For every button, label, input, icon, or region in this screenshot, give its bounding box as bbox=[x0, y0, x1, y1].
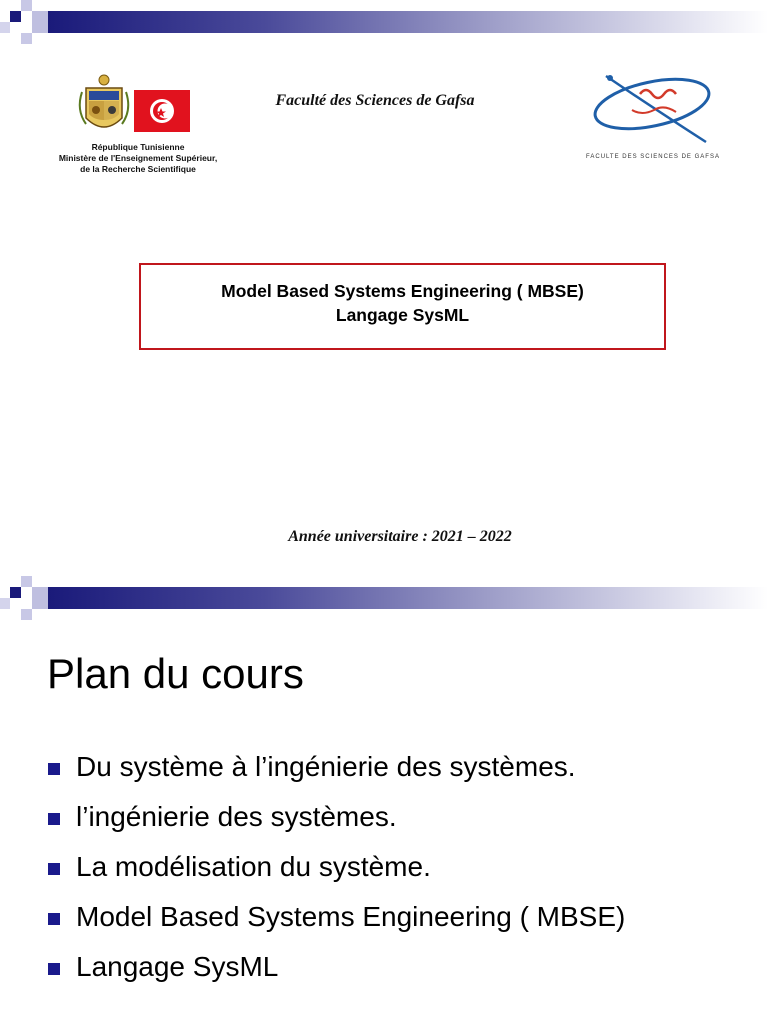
list-item-text: Model Based Systems Engineering ( MBSE) bbox=[76, 901, 626, 932]
deco-square bbox=[32, 587, 48, 609]
deco-square bbox=[32, 11, 48, 33]
ministry-caption-line: Ministère de l'Enseignement Supérieur, bbox=[58, 153, 218, 163]
list-item bbox=[46, 750, 761, 800]
academic-year: Année universitaire : 2021 – 2022 bbox=[288, 528, 512, 545]
ministry-caption bbox=[58, 142, 218, 175]
square-bullet-icon bbox=[48, 813, 60, 825]
faculty-logo-caption: FACULTE DES SCIENCES DE GAFSA bbox=[586, 154, 720, 160]
faculty-orbit-logo-icon bbox=[570, 66, 730, 156]
tunisia-coat-of-arms-icon bbox=[58, 70, 218, 142]
square-bullet-icon bbox=[48, 863, 60, 875]
deco-square bbox=[0, 598, 10, 609]
header-decoration bbox=[0, 0, 768, 48]
outline-slide bbox=[0, 576, 768, 1024]
header-decoration bbox=[0, 576, 768, 624]
tunisia-flag-icon bbox=[134, 90, 190, 132]
deco-square bbox=[21, 576, 32, 587]
list-item bbox=[46, 900, 761, 950]
deco-square bbox=[10, 587, 21, 598]
deco-square bbox=[21, 609, 32, 620]
deco-square bbox=[10, 11, 21, 22]
course-title-box bbox=[139, 263, 666, 350]
list-item bbox=[46, 800, 761, 850]
faculty-name: Faculté des Sciences de Gafsa bbox=[275, 92, 475, 109]
course-subtitle-line: Langage SysML bbox=[335, 305, 470, 325]
deco-square bbox=[21, 33, 32, 44]
list-item bbox=[46, 850, 761, 900]
list-item-text: Langage SysML bbox=[76, 951, 279, 982]
ministry-caption-line: de la Recherche Scientifique bbox=[80, 164, 196, 174]
course-title-line: Model Based Systems Engineering ( MBSE) bbox=[221, 281, 584, 301]
list-item bbox=[46, 950, 761, 1000]
header-gradient-bar bbox=[48, 587, 768, 609]
square-bullet-icon bbox=[48, 913, 60, 925]
outline-list bbox=[46, 750, 761, 1000]
list-item-text: La modélisation du système. bbox=[76, 851, 431, 882]
header-gradient-bar bbox=[48, 11, 768, 33]
slide-title: Plan du cours bbox=[47, 650, 304, 697]
deco-square bbox=[0, 22, 10, 33]
faculty-logo-block bbox=[570, 66, 730, 170]
square-bullet-icon bbox=[48, 963, 60, 975]
ministry-logo-block bbox=[58, 70, 218, 180]
ministry-caption-line: République Tunisienne bbox=[91, 142, 185, 152]
square-bullet-icon bbox=[48, 763, 60, 775]
list-item-text: l’ingénierie des systèmes. bbox=[76, 801, 397, 832]
deco-square bbox=[21, 0, 32, 11]
list-item-text: Du système à l’ingénierie des systèmes. bbox=[76, 751, 576, 782]
